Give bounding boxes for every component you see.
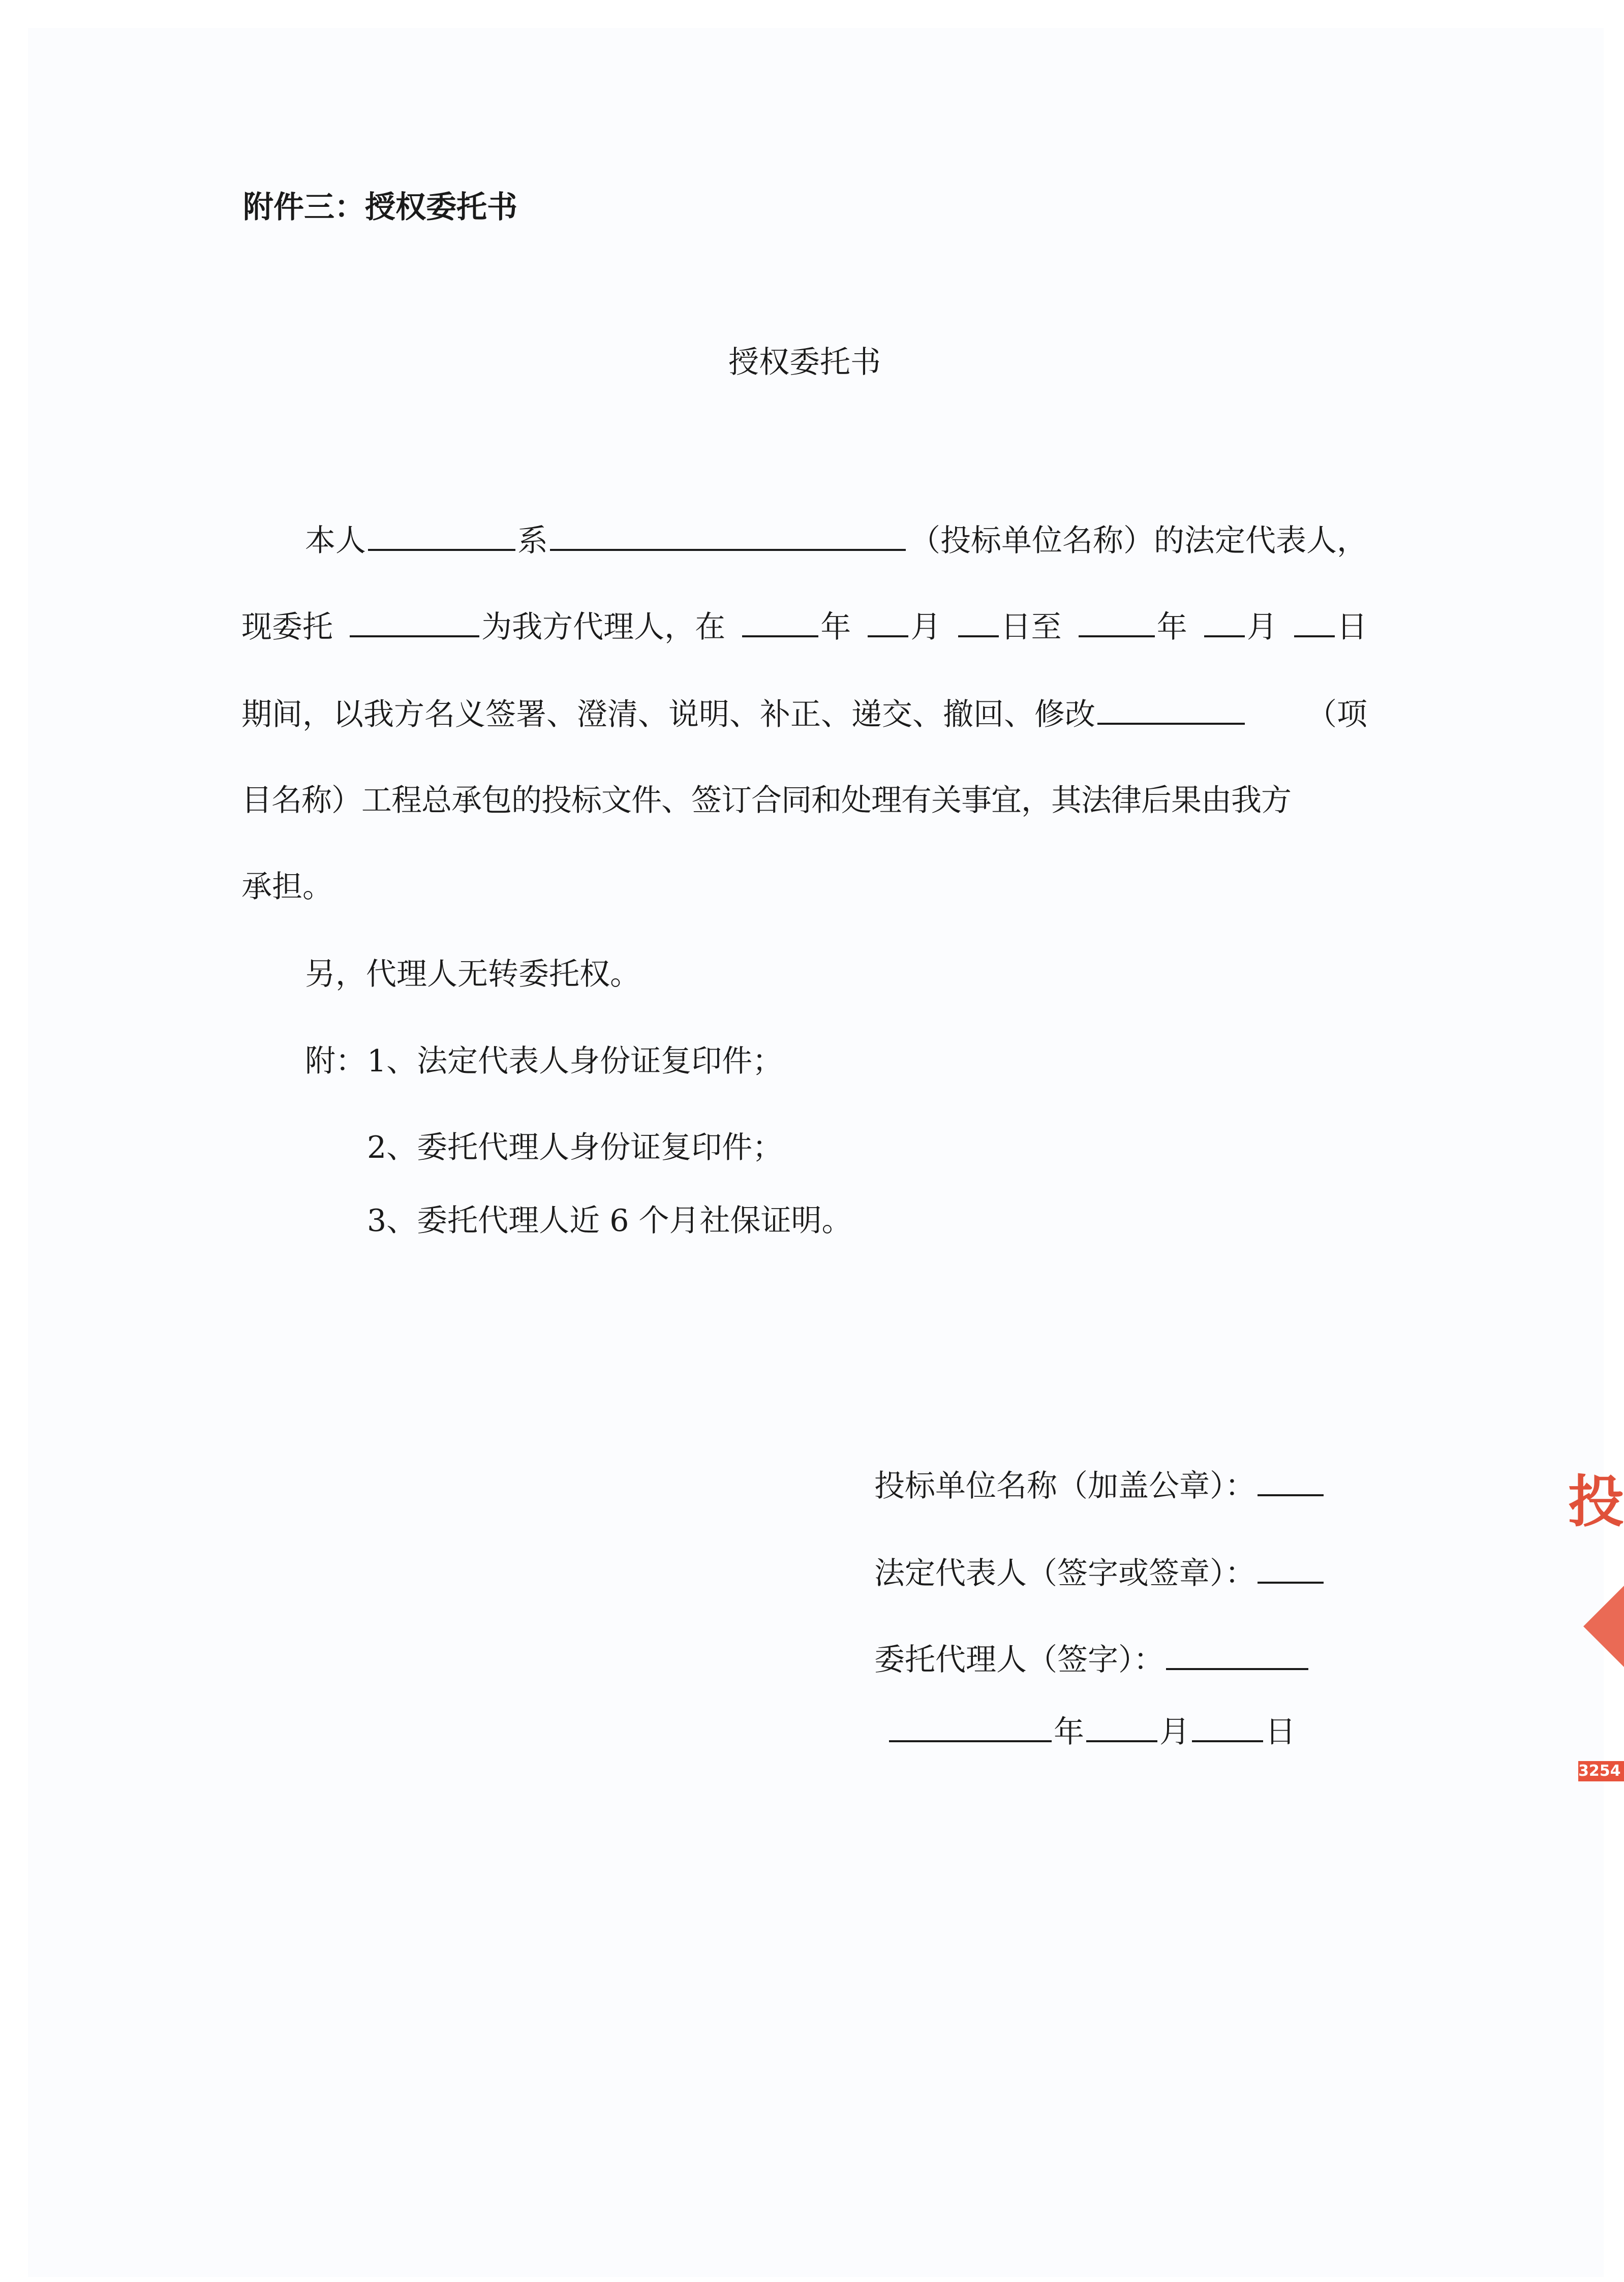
start-month-blank [868,610,908,637]
attachment-item-3: 3、委托代理人近 6 个月社保证明。 [367,1203,852,1239]
legal-rep-sign-blank [1258,1556,1324,1584]
sign-day-label: 日 [1265,1714,1296,1750]
principal-name-blank [368,523,515,551]
attachment-item-2: 2、委托代理人身份证复印件； [367,1130,783,1165]
start-year-blank [742,610,818,637]
sign-year-blank [889,1715,1052,1742]
body-line-3 [241,697,1367,730]
sign-year-label: 年 [1054,1714,1084,1750]
text-legal-rep-of: （投标单位名称）的法定代表人， [910,523,1367,559]
partial-red-seal [1558,1464,1624,1820]
bidder-seal-blank [1258,1469,1324,1496]
seal-char: 投 [1568,1469,1624,1534]
agent-sign-line [874,1642,1310,1678]
end-year-blank [1079,610,1155,637]
signature-date-line [887,1714,1296,1750]
attachment-item-1: 1、法定代表人身份证复印件； [367,1043,783,1079]
legal-rep-sign-line [874,1556,1326,1589]
body-line-1 [305,523,1367,559]
start-day-blank [958,610,999,637]
seal-number: 3254 [1578,1761,1624,1781]
text-month-2: 月 [1246,609,1277,645]
bidder-seal-label: 投标单位名称（加盖公章）： [874,1468,1255,1504]
body-line-4: 目名称）工程总承包的投标文件、签订合同和处理有关事宜，其法律后果由我方 [241,783,1291,818]
attach-prefix: 附： [305,1043,366,1079]
sign-month-blank [1086,1715,1157,1742]
text-ben-ren: 本人 [305,523,366,559]
bidder-seal-line [874,1468,1326,1504]
text-day-2: 日 [1336,609,1367,645]
attachment-heading: 附件三：授权委托书 [243,190,517,225]
text-period-actions: 期间，以我方名义签署、澄清、说明、补正、递交、撤回、修改 [241,697,1095,732]
agent-sign-label: 委托代理人（签字）： [874,1642,1164,1678]
seal-arrow-icon [1583,1586,1624,1667]
text-entrust: 现委托 [241,609,333,645]
text-as-agent: 为我方代理人，在 [481,609,726,645]
text-project-open: （项 [1306,697,1367,732]
no-transfer-note: 另，代理人无转委托权。 [305,957,640,992]
end-month-blank [1204,610,1245,637]
body-line-2 [241,609,1367,645]
text-month-1: 月 [910,609,941,645]
text-year-1: 年 [820,609,851,645]
text-year-2: 年 [1156,609,1187,645]
document-title: 授权委托书 [728,345,881,380]
bidder-name-blank [550,523,906,551]
agent-name-blank [350,610,479,637]
legal-rep-sign-label: 法定代表人（签字或签章）： [874,1556,1255,1591]
text-xi: 系 [517,523,548,559]
sign-month-label: 月 [1159,1714,1190,1750]
text-day-to: 日至 [1000,609,1062,645]
end-day-blank [1294,610,1335,637]
sign-day-blank [1192,1715,1263,1742]
project-name-blank [1097,697,1245,725]
agent-sign-blank [1166,1643,1308,1670]
body-line-5: 承担。 [241,869,333,905]
